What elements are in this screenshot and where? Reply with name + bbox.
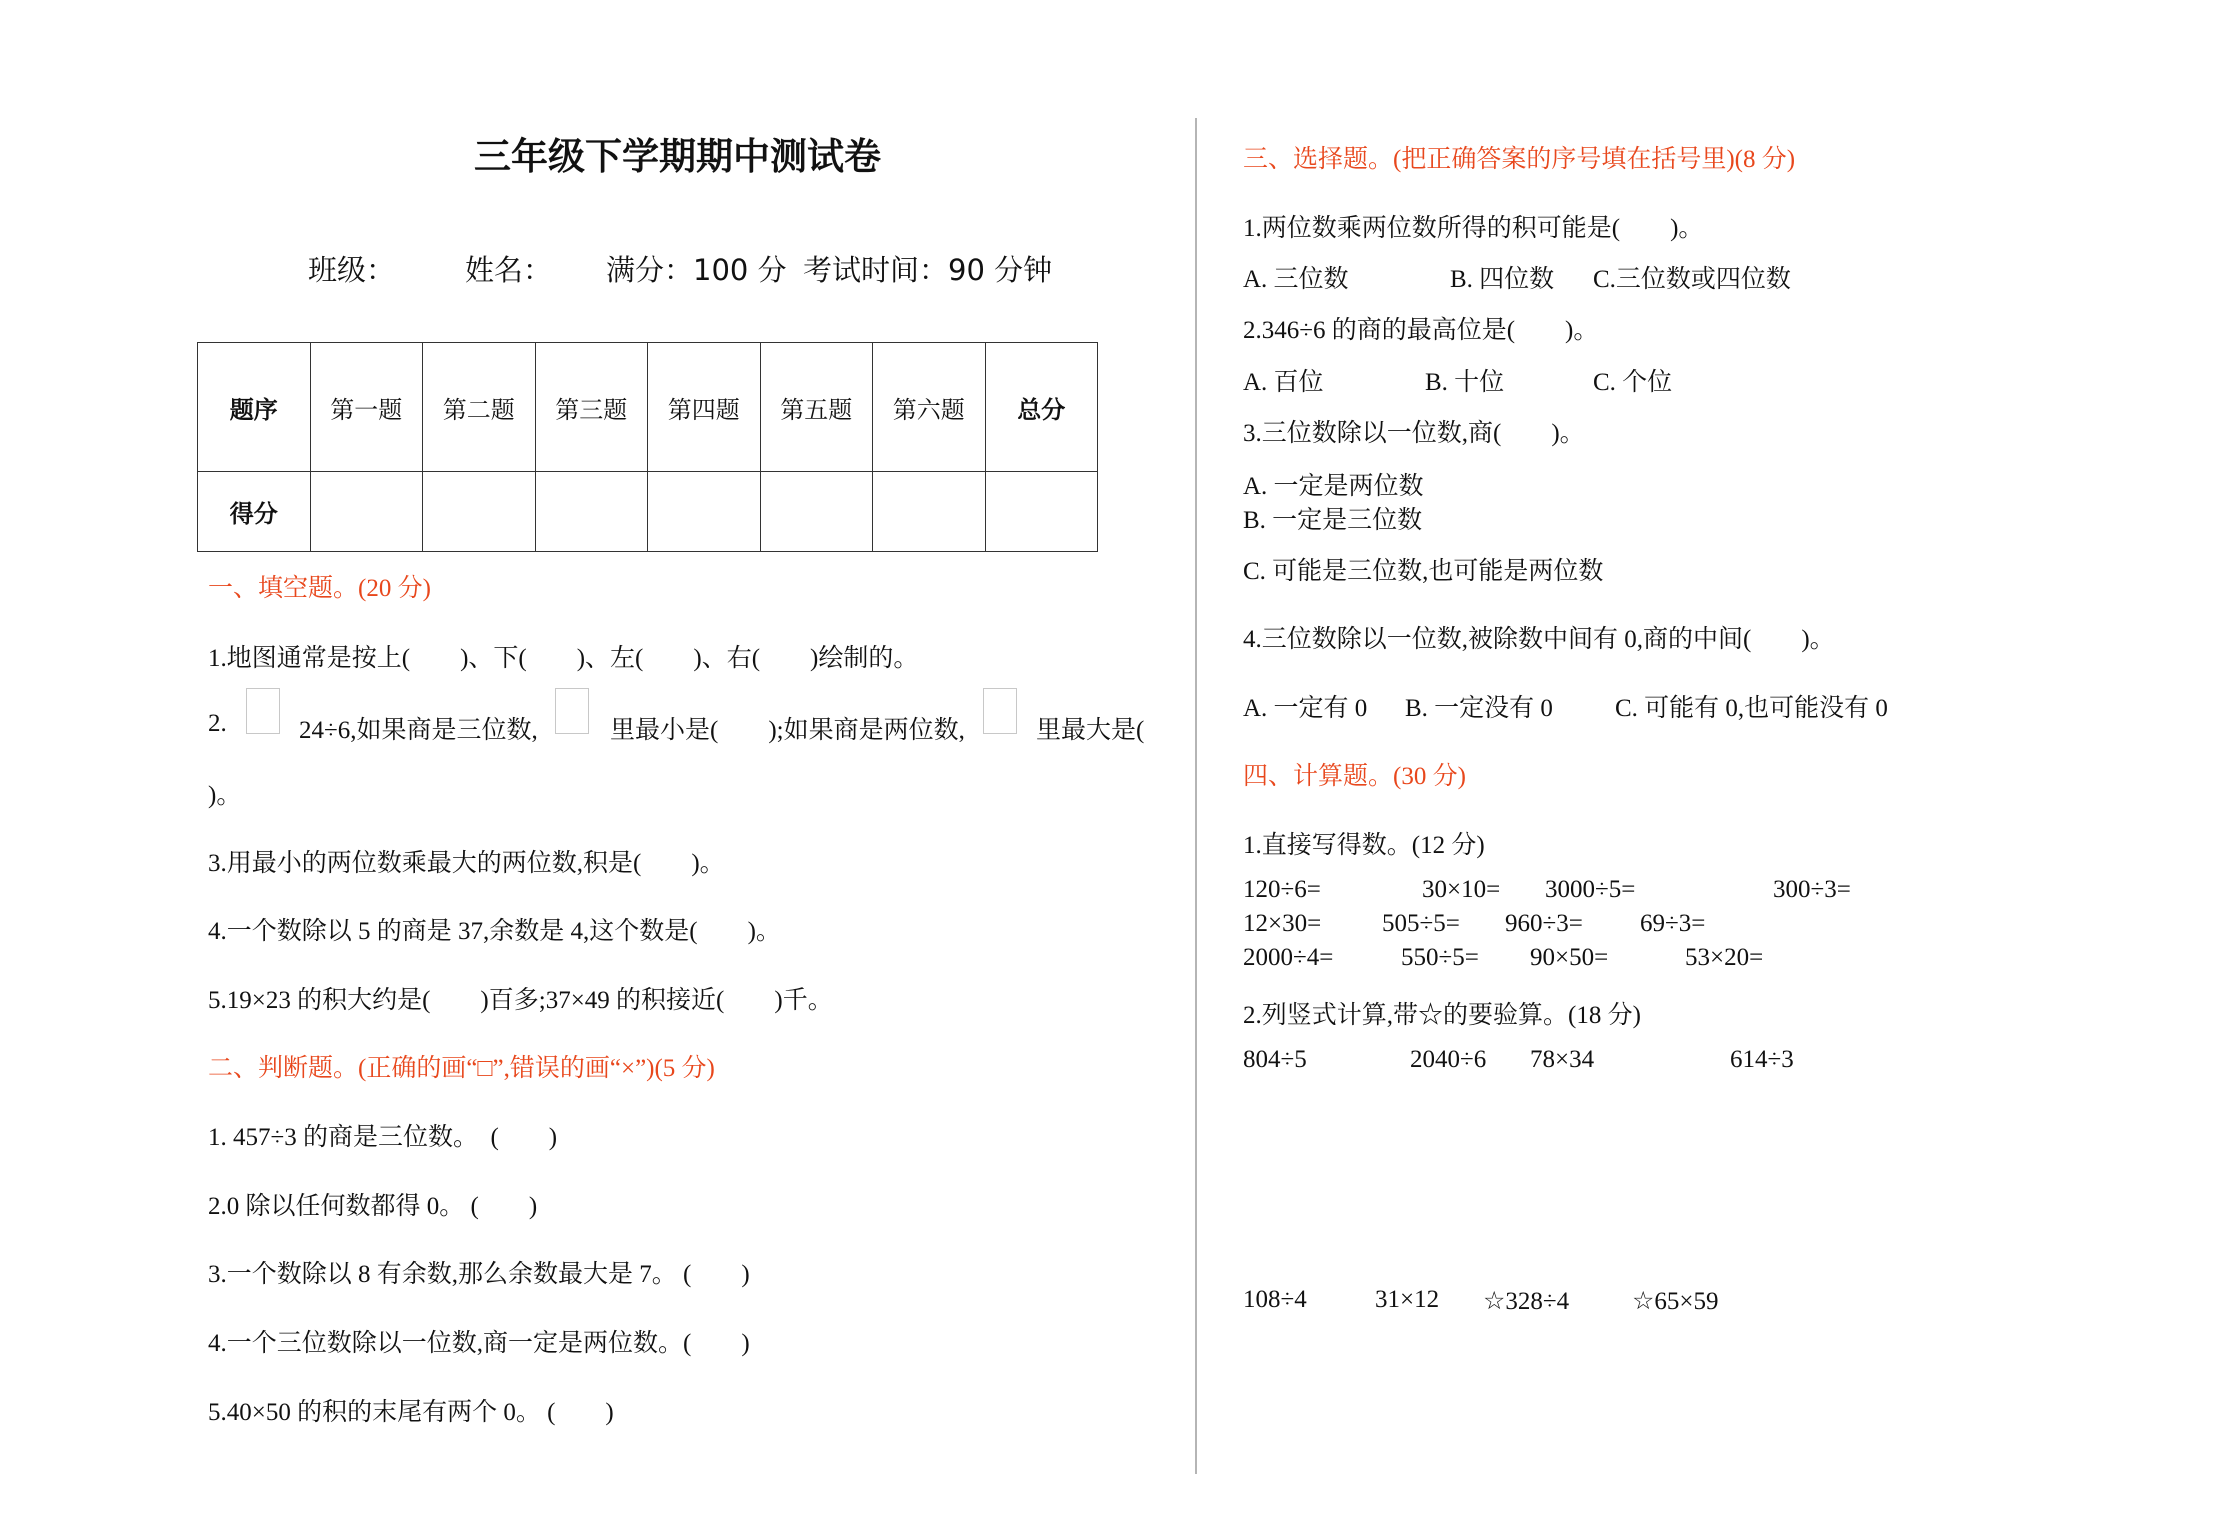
fill-question-2-part: )。 xyxy=(208,782,242,809)
score-table-header: 第二题 xyxy=(423,343,536,472)
choice-option: C. 可能有 0,也可能没有 0 xyxy=(1615,695,1888,722)
section3-title: 三、选择题。(把正确答案的序号填在括号里)(8 分) xyxy=(1243,146,1796,173)
fill-question-4: 4.一个数除以 5 的商是 37,余数是 4,这个数是( )。 xyxy=(208,918,781,945)
fill-question-5: 5.19×23 的积大约是( )百多;37×49 的积接近( )千。 xyxy=(208,987,833,1014)
name-label: 姓名： xyxy=(465,253,553,287)
oral-item: 505÷5= xyxy=(1382,910,1460,937)
blank-box xyxy=(246,688,280,734)
choice-option: C.三位数或四位数 xyxy=(1593,266,1791,293)
choice-option: A. 百位 xyxy=(1243,369,1324,396)
score-cell xyxy=(648,472,761,552)
vertical-item: 78×34 xyxy=(1530,1046,1595,1073)
score-cell xyxy=(310,472,423,552)
vertical-item: ☆328÷4 xyxy=(1483,1288,1570,1315)
fill-question-1: 1.地图通常是按上( )、下( )、左( )、右( )绘制的。 xyxy=(208,645,919,672)
vertical-item: 108÷4 xyxy=(1243,1286,1307,1313)
choice-option: A. 一定有 0 xyxy=(1243,695,1368,722)
fill-question-2-part: 24÷6,如果商是三位数, xyxy=(299,717,538,744)
section2-title: 二、判断题。(正确的画“□”,错误的画“×”)(5 分) xyxy=(208,1055,715,1082)
choice-option: B. 四位数 xyxy=(1450,266,1555,293)
exam-time: 考试时间：90 分钟 xyxy=(803,253,1053,287)
choice-question-2: 2.346÷6 的商的最高位是( )。 xyxy=(1243,317,1599,344)
judge-question-5: 5.40×50 的积的末尾有两个 0。 ( ) xyxy=(208,1399,614,1426)
score-table-header: 第六题 xyxy=(873,343,986,472)
oral-item: 960÷3= xyxy=(1505,910,1583,937)
score-cell xyxy=(985,472,1098,552)
class-label: 班级： xyxy=(308,253,396,287)
score-cell xyxy=(423,472,536,552)
oral-item: 2000÷4= xyxy=(1243,944,1334,971)
fill-question-3: 3.用最小的两位数乘最大的两位数,积是( )。 xyxy=(208,850,725,877)
choice-option: C. 个位 xyxy=(1593,369,1673,396)
oral-item: 90×50= xyxy=(1530,944,1609,971)
judge-question-4: 4.一个三位数除以一位数,商一定是两位数。( ) xyxy=(208,1330,750,1357)
full-score: 满分：100 分 xyxy=(606,253,787,287)
vertical-item: 614÷3 xyxy=(1730,1046,1794,1073)
score-table-header-row xyxy=(198,343,1098,472)
fill-question-2-part: 里最大是( xyxy=(1036,717,1145,744)
choice-option: A. 一定是两位数 xyxy=(1243,473,1424,500)
oral-item: 120÷6= xyxy=(1243,876,1321,903)
choice-option: C. 可能是三位数,也可能是两位数 xyxy=(1243,558,1604,585)
score-table-header: 第一题 xyxy=(310,343,423,472)
choice-option: A. 三位数 xyxy=(1243,266,1349,293)
oral-item: 30×10= xyxy=(1422,876,1501,903)
oral-item: 3000÷5= xyxy=(1545,876,1636,903)
calc-subtitle-2: 2.列竖式计算,带☆的要验算。(18 分) xyxy=(1243,1002,1641,1029)
oral-item: 300÷3= xyxy=(1773,876,1851,903)
vertical-item: 2040÷6 xyxy=(1410,1046,1487,1073)
choice-question-1: 1.两位数乘两位数所得的积可能是( )。 xyxy=(1243,215,1704,242)
score-cell xyxy=(873,472,986,552)
oral-item: 69÷3= xyxy=(1640,910,1706,937)
judge-question-2: 2.0 除以任何数都得 0。 ( ) xyxy=(208,1193,538,1220)
fill-question-2-number: 2. xyxy=(208,710,227,737)
score-cell xyxy=(535,472,648,552)
vertical-item: 31×12 xyxy=(1375,1286,1440,1313)
score-table-header: 题序 xyxy=(198,343,311,472)
score-table-header: 总分 xyxy=(985,343,1098,472)
score-row-label: 得分 xyxy=(198,472,311,552)
page-title: 三年级下学期期中测试卷 xyxy=(474,135,881,178)
judge-question-1: 1. 457÷3 的商是三位数。 ( ) xyxy=(208,1124,558,1151)
score-table-score-row xyxy=(198,472,1098,552)
score-table-header: 第三题 xyxy=(535,343,648,472)
choice-question-4: 4.三位数除以一位数,被除数中间有 0,商的中间( )。 xyxy=(1243,626,1835,653)
vertical-item: ☆65×59 xyxy=(1632,1288,1719,1315)
oral-item: 12×30= xyxy=(1243,910,1322,937)
blank-box xyxy=(983,688,1017,734)
choice-question-3: 3.三位数除以一位数,商( )。 xyxy=(1243,420,1585,447)
score-table-header: 第五题 xyxy=(760,343,873,472)
score-table-header: 第四题 xyxy=(648,343,761,472)
blank-box xyxy=(555,688,589,734)
calc-subtitle-1: 1.直接写得数。(12 分) xyxy=(1243,832,1485,859)
fill-question-2-part: 里最小是( );如果商是两位数, xyxy=(610,717,965,744)
oral-item: 53×20= xyxy=(1685,944,1764,971)
judge-question-3: 3.一个数除以 8 有余数,那么余数最大是 7。 ( ) xyxy=(208,1261,750,1288)
choice-option: B. 一定没有 0 xyxy=(1405,695,1553,722)
choice-option: B. 十位 xyxy=(1425,369,1505,396)
section4-title: 四、计算题。(30 分) xyxy=(1243,763,1466,790)
score-table xyxy=(197,342,1098,552)
oral-item: 550÷5= xyxy=(1401,944,1479,971)
section1-title: 一、填空题。(20 分) xyxy=(208,575,431,602)
vertical-item: 804÷5 xyxy=(1243,1046,1307,1073)
choice-option: B. 一定是三位数 xyxy=(1243,507,1423,534)
column-divider xyxy=(1195,118,1197,1474)
score-cell xyxy=(760,472,873,552)
